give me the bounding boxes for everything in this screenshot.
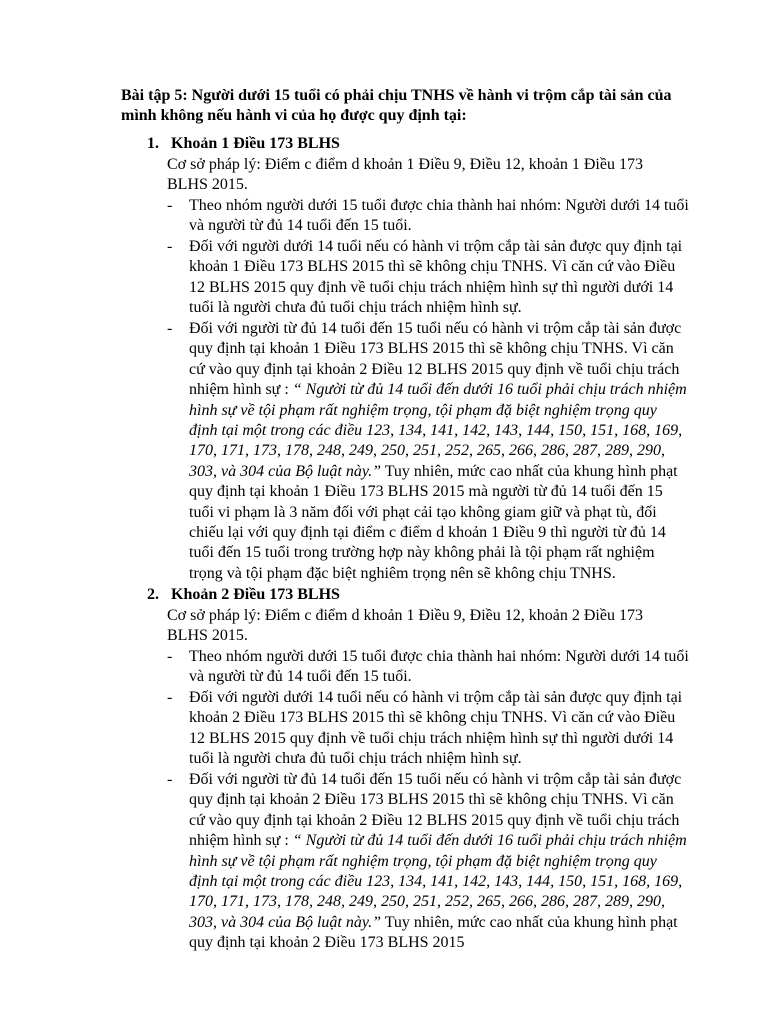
bullet-text-conclusion: Tuy nhiên, mức cao nhất của khung hình phạt quy định tại khoản 2 Điều 173 BLHS 2015 xyxy=(189,913,678,952)
section-title xyxy=(147,134,340,154)
exercise-heading: Bài tập 5: Người dưới 15 tuổi có phải chịu TNHS về hành vi trộm cắp tài sản của mình không nếu hành vi của họ được quy định tại: xyxy=(121,87,672,125)
section-title xyxy=(147,585,340,605)
bullet-text: Đối với người dưới 14 tuổi nếu có hành vi trộm cắp tài sản được quy định tại khoản 1 Điều 173 BLHS 2015 thì sẽ không chịu TNHS. Vì căn cứ vào Điều 12 BLHS 2015 quy định về tuổi chịu trách nhiệm hình sự thì người dưới 14 tuổi là người chưa đủ tuổi chịu trách nhiệm hình sự. xyxy=(189,238,683,317)
section-number: 2. xyxy=(147,586,159,603)
bullet-text-intro: Đối với người từ đủ 14 tuổi đến 15 tuổi nếu có hành vi trộm cắp tài sản được quy định tại khoản 2 Điều 173 BLHS 2015 thì sẽ không chịu TNHS. Vì căn cứ vào quy định tại khoản 2 Điều 12 BLHS 2015 quy định về tuổi chịu trách nhiệm hình sự : xyxy=(189,771,682,850)
bullet-text-intro: Đối với người từ đủ 14 tuổi đến 15 tuổi nếu có hành vi trộm cắp tài sản được quy định tại khoản 1 Điều 173 BLHS 2015 thì sẽ không chịu TNHS. Vì căn cứ vào quy định tại khoản 2 Điều 12 BLHS 2015 quy định về tuổi chịu trách nhiệm hình sự : xyxy=(189,320,682,399)
bullet-text: Theo nhóm người dưới 15 tuổi được chia thành hai nhóm: Người dưới 14 tuổi và người từ đủ 14 tuổi đến 15 tuổi. xyxy=(189,648,689,686)
bullet-dash: - xyxy=(167,197,173,214)
bullet-text: Theo nhóm người dưới 15 tuổi được chia thành hai nhóm: Người dưới 14 tuổi và người từ đủ 14 tuổi đến 15 tuổi. xyxy=(189,197,689,235)
bullet-dash: - xyxy=(167,771,173,788)
law-quote: “ Người từ đủ 14 tuổi đến dưới 16 tuổi phải chịu trách nhiệm hình sự về tội phạm rất nghiệm trọng, tội phạm đặ biệt nghiệm trọng quy định tại một trong các điều 123, 134, 141, 142, 143, 144, 150, 151, 168, 169, 170, 171, 173, 178, 248, 249, 250, 251, 252, 265, 266, 286, 287, 289, 290, 303, và 304 của Bộ luật này.” xyxy=(189,832,687,931)
bullet-text xyxy=(189,319,689,584)
section-title-text: Khoản 2 Điều 173 BLHS xyxy=(171,586,340,603)
section-title-text: Khoản 1 Điều 173 BLHS xyxy=(171,135,340,152)
bullet-dash: - xyxy=(167,238,173,255)
bullet-text-conclusion: Tuy nhiên, mức cao nhất của khung hình phạt quy định tại khoản 1 Điều 173 BLHS 2015 mà người từ đủ 14 tuổi đến 15 tuổi vi phạm là 3 năm đối với phạt cải tạo không giam giữ và phạt tù, đối chiếu lại với quy định tại điểm c điểm d khoản 1 Điều 9 thì người từ đủ 14 tuổi đến 15 tuổi trong trường hợp này không phải là tội phạm rất nghiệm trọng và tội phạm đặc biệt nghiêm trọng nên sẽ không chịu TNHS. xyxy=(189,462,678,582)
bullet-text xyxy=(189,770,689,954)
bullet-dash: - xyxy=(167,689,173,706)
bullet-dash: - xyxy=(167,320,173,337)
legal-basis: Cơ sở pháp lý: Điểm c điểm d khoản 1 Điều 9, Điều 12, khoản 2 Điều 173 BLHS 2015. xyxy=(167,607,643,645)
law-quote: “ Người từ đủ 14 tuổi đến dưới 16 tuổi phải chịu trách nhiệm hình sự về tội phạm rất nghiệm trọng, tội phạm đặ biệt nghiệm trọng quy định tại một trong các điều 123, 134, 141, 142, 143, 144, 150, 151, 168, 169, 170, 171, 173, 178, 248, 249, 250, 251, 252, 265, 266, 286, 287, 289, 290, 303, và 304 của Bộ luật này.” xyxy=(189,381,687,480)
bullet-text: Đối với người dưới 14 tuổi nếu có hành vi trộm cắp tài sản được quy định tại khoản 2 Điều 173 BLHS 2015 thì sẽ không chịu TNHS. Vì căn cứ vào Điều 12 BLHS 2015 quy định về tuổi chịu trách nhiệm hình sự thì người dưới 14 tuổi là người chưa đủ tuổi chịu trách nhiệm hình sự. xyxy=(189,689,683,768)
section-number: 1. xyxy=(147,135,159,152)
legal-basis: Cơ sở pháp lý: Điểm c điểm d khoản 1 Điều 9, Điều 12, khoản 1 Điều 173 BLHS 2015. xyxy=(167,156,643,194)
bullet-dash: - xyxy=(167,648,173,665)
